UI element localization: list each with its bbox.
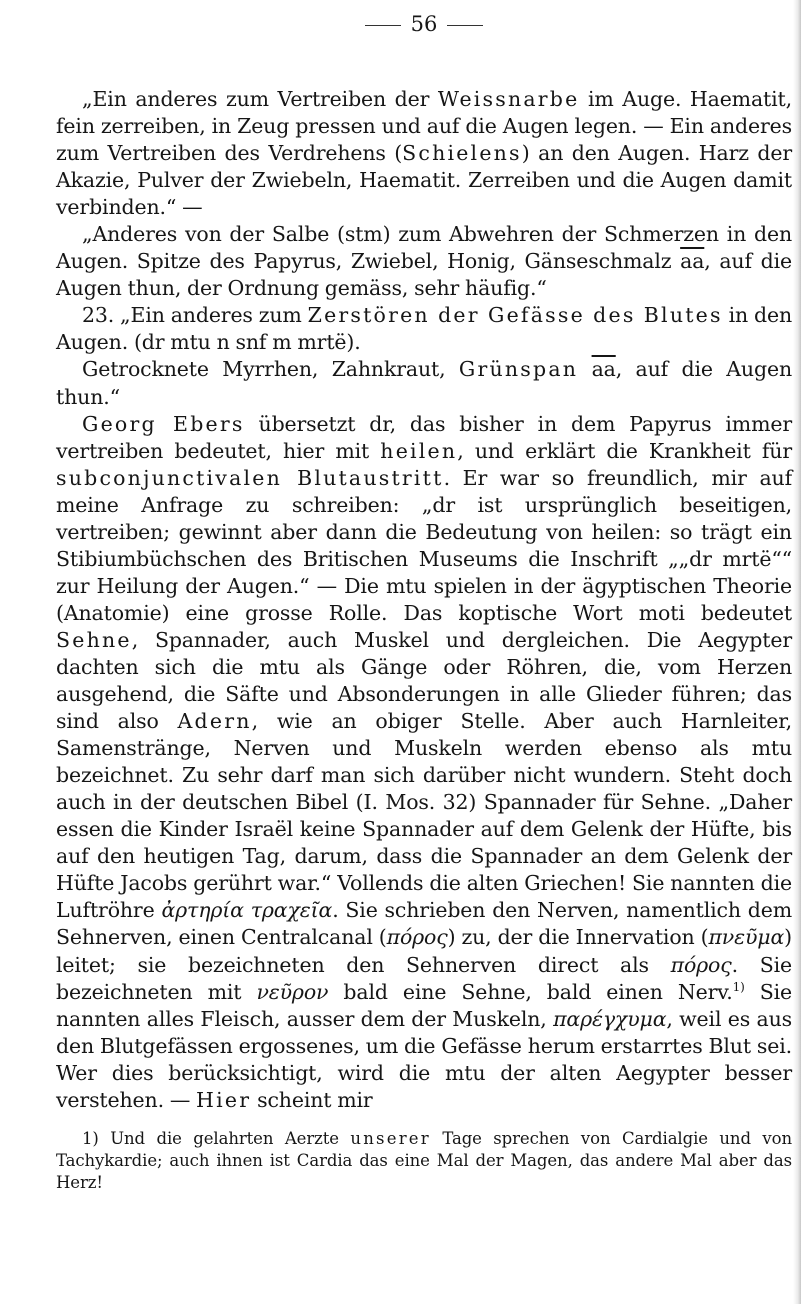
emphasis-georg-ebers: Georg Ebers <box>82 411 245 436</box>
text-run: . Sie bezeichneten mit <box>56 952 792 1004</box>
text-run: , und erklärt die Krankheit für <box>457 438 792 463</box>
text-run: , Spannader, auch Muskel und dergleichen. Die Aegypter dachten sich die mtu als Gänge oder Röhren, die, vom Herzen ausgehend, die Säfte und Absonderungen in alle Glieder führen; das sind also <box>56 627 792 734</box>
text-run: Tage sprechen von Cardialgie und von Tachykardie; auch ihnen ist Cardia das eine Mal der Magen, das andere Mal aber das Herz! <box>56 1128 792 1192</box>
paragraph-5 <box>56 411 792 1114</box>
paragraph-3 <box>56 302 792 356</box>
footnote-1 <box>56 1128 792 1194</box>
text-run: , auf die Augen thun.“ <box>56 357 792 409</box>
emphasis-zerstoeren: Zerstören der Gefässe des Blutes <box>307 303 723 328</box>
text-run: , weil es aus den Blutgefässen ergossenes, um die Gefässe herum erstarrtes Blut sei. Wer dies berücksichtigt, wird die mtu der alten Aegypter besser verstehen. — <box>56 1006 792 1112</box>
greek-term: πνεῦμα <box>708 925 785 950</box>
text-run: scheint mir <box>251 1087 373 1112</box>
footnotes <box>56 1128 792 1194</box>
page-number <box>56 8 792 40</box>
text-run: in den Augen. (dr mtu n snf m mrtë). <box>56 303 793 355</box>
aa-abbreviation: $\overline{aa}$ <box>591 357 616 382</box>
emphasis-hier: Hier <box>196 1087 252 1112</box>
text-run: „Ein anderes zum Vertreiben der <box>82 87 438 111</box>
book-page <box>56 8 792 1298</box>
greek-term: ἀρτηρία τραχεῖα <box>161 898 333 923</box>
footnote-ref[interactable]: 1) <box>732 979 745 994</box>
emphasis-blutaustritt: subconjunctivalen Blutaustritt <box>56 465 444 490</box>
emphasis-schielens: Schielens <box>402 141 522 166</box>
paragraph-4 <box>56 356 792 410</box>
greek-term: πόρος <box>670 952 732 977</box>
text-run: 1) Und die gelahrten Aerzte <box>82 1128 351 1148</box>
text-run: Getrocknete Myrrhen, Zahnkraut, <box>82 357 459 382</box>
emphasis-sehne: Sehne <box>56 627 132 652</box>
text-run: „Anderes von der Salbe (stm) zum Abwehren der Schmerzen in den Augen. Spitze des Papyrus, Zwiebel, Honig, Gänseschmalz <box>56 222 792 274</box>
text-run: , auf die Augen thun, der Ordnung gemäss, sehr häufig.“ <box>56 249 792 301</box>
text-run: im Auge. Haematit, fein zerreiben, in Zeug pressen und auf die Augen legen. — Ein anderes zum Vertreiben des Verdrehens ( <box>56 87 792 166</box>
paragraph-2 <box>56 221 792 302</box>
text-run: ) zu, der die Innervation ( <box>447 925 709 950</box>
emphasis-heilen: heilen <box>380 438 458 463</box>
left-dash <box>365 25 401 26</box>
text-run: ) an den Augen. Harz der Akazie, Pulver der Zwiebeln, Haematit. Zerreiben und die Augen damit verbinden.“ — <box>56 141 792 220</box>
body-text <box>56 86 792 1114</box>
greek-term: παρέγχυμα <box>553 1006 667 1031</box>
page-number-text: 56 <box>410 12 438 36</box>
text-run: übersetzt dr, das bisher in dem Papyrus immer vertreiben bedeutet, hier mit <box>56 411 792 463</box>
text-run: Sie nannten alles Fleisch, ausser dem der Muskeln, <box>56 979 792 1031</box>
paragraph-1 <box>56 86 792 221</box>
emphasis-weissnarbe: Weissnarbe <box>437 87 580 111</box>
text-run: . Sie schrieben den Nerven, namentlich dem Sehnerven, einen Centralcanal ( <box>56 898 792 950</box>
text-run: ) leitet; sie bezeichneten den Sehnerven direct als <box>56 925 792 977</box>
page-edge-shadow <box>793 0 801 1304</box>
right-dash <box>447 25 483 26</box>
emphasis-unserer: unserer <box>350 1128 431 1148</box>
greek-term: νεῦρον <box>256 979 329 1004</box>
aa-abbreviation: $\overline{aa}$ <box>680 249 705 274</box>
text-run <box>578 357 591 381</box>
greek-term: πόρος <box>386 925 448 950</box>
text-run: 23. „Ein anderes zum <box>82 303 308 328</box>
emphasis-adern: Adern <box>177 709 252 734</box>
emphasis-gruenspan: Grünspan <box>458 357 579 382</box>
text-run: , wie an obiger Stelle. Aber auch Harnleiter, Samenstränge, Nerven und Muskeln werden ebenso als mtu bezeichnet. Zu sehr darf man sich darüber nicht wundern. Steht doch auch in der deutschen Bibel (I. Mos. 32) Spannader für Sehne. „Daher essen die Kinder Israël keine Spannader auf dem Gelenk der Hüfte, bis auf den heutigen Tag, darum, dass die Spannader an dem Gelenk der Hüfte Jacobs gerührt war.“ Vollends die alten Griechen! Sie nannten die Luftröhre <box>56 709 793 923</box>
text-run: bald eine Sehne, bald einen Nerv. <box>328 979 733 1004</box>
text-run: . Er war so freundlich, mir auf meine Anfrage zu schreiben: „dr ist ursprünglich beseitigen, vertreiben; gewinnt aber dann die Bedeutung von heilen: so trägt ein Stibiumbüchschen des Britischen Museums die Inschrift „„dr mrtë““ zur Heilung der Augen.“ — Die mtu spielen in der ägyptischen Theorie (Anatomie) eine grosse Rolle. Das koptische Wort moti bedeutet <box>56 465 793 625</box>
